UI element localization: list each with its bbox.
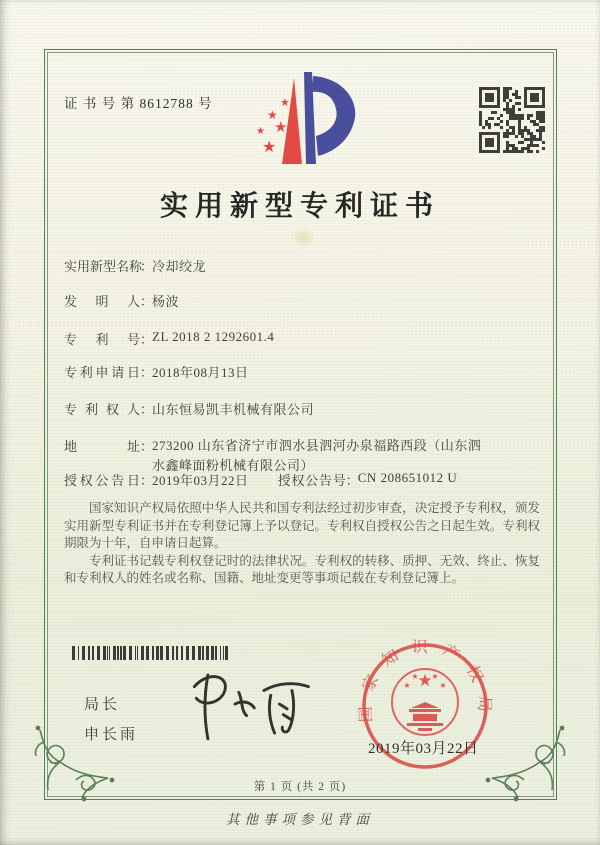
- field-label: 地址: [64, 439, 140, 454]
- seal-date: 2019年03月22日: [368, 741, 479, 757]
- cnipa-logo-icon: [236, 64, 366, 176]
- director-title: 局长: [84, 697, 121, 713]
- field-row-patent-no: 专利号：ZL 2018 2 1292601.4: [64, 329, 275, 347]
- barcode: [72, 646, 232, 660]
- certificate-title: 实用新型专利证书: [159, 191, 440, 222]
- field-row-inventor: 发明人：杨波: [64, 291, 179, 310]
- field-label: 授权公告号: [277, 473, 346, 488]
- legal-paragraph-1: 国家知识产权局依照中华人民共和国专利法经过初步审查，决定授予专利权，颁发实用新型专利证书并在专利登记簿上予以登记。专利权自授权公告之日起生效。专利权期限为十年，自申请日起算。: [64, 501, 540, 550]
- field-value: 杨波: [152, 294, 180, 309]
- qr-code: [479, 87, 545, 153]
- legal-paragraph-2: 专利证书记载专利权登记时的法律状况。专利权的转移、质押、无效、终止、恢复和专利权人的姓名或名称、国籍、地址变更等事项记载在专利登记簿上。: [64, 553, 540, 585]
- field-label: 实用新型名称: [64, 259, 143, 274]
- corner-ornament-left: [26, 702, 126, 802]
- field-label: 授权公告日: [64, 473, 140, 488]
- grant-no-pair: 授权公告号：CN 208651012 U: [277, 470, 458, 488]
- field-label: 专利申请日: [64, 365, 140, 380]
- seal-text: 国家知识产权局: [357, 639, 493, 726]
- legal-text: [64, 500, 540, 588]
- field-label: 专利权人: [64, 402, 140, 417]
- field-value: 2018年08月13日: [152, 365, 249, 380]
- field-row-filing-date: 专利申请日：2018年08月13日: [64, 362, 249, 381]
- grant-date-pair: 授权公告日：2019年03月22日: [64, 470, 249, 485]
- field-value: 山东恒易凯丰机械有限公司: [152, 402, 315, 417]
- field-value: ZL 2018 2 1292601.4: [152, 329, 275, 344]
- field-value: 2019年03月22日: [152, 473, 249, 488]
- svg-text:★: ★: [439, 681, 447, 690]
- field-value: 273200 山东省济宁市泗水县泗河办泉福路西段（山东泗水鑫峰面粉机械有限公司）: [152, 438, 482, 473]
- seal-big-star: ★: [417, 671, 433, 690]
- svg-text:★: ★: [431, 672, 439, 681]
- certificate-number: 证 书 号 第 8612788 号: [64, 96, 213, 111]
- footer-note: 其他事项参见背面: [226, 812, 374, 827]
- field-row-name: 实用新型名称：冷却绞龙: [64, 256, 206, 275]
- svg-text:★: ★: [403, 681, 411, 690]
- field-row-patentee: 专利权人：山东恒易凯丰机械有限公司: [64, 399, 314, 418]
- svg-text:★: ★: [411, 672, 419, 681]
- field-label: 专利号: [64, 332, 140, 347]
- field-label: 发明人: [64, 294, 140, 309]
- svg-text:★: ★: [262, 139, 277, 156]
- corner-ornament-right: [474, 702, 574, 802]
- director-name: 申长雨: [84, 727, 139, 743]
- field-row-grant: [64, 470, 457, 489]
- field-value: CN 208651012 U: [357, 470, 458, 485]
- svg-text:★: ★: [274, 120, 288, 136]
- paper-stain: [290, 228, 316, 248]
- director-signature: [175, 665, 320, 745]
- svg-text:★: ★: [280, 97, 290, 109]
- svg-text:★: ★: [256, 126, 265, 137]
- page-number: 第 1 页 (共 2 页): [253, 781, 347, 793]
- field-row-address: 地址：273200 山东省济宁市泗水县泗河办泉福路西段（山东泗水鑫峰面粉机械有限公司）: [64, 436, 492, 476]
- svg-text:★: ★: [267, 108, 278, 122]
- field-value: 冷却绞龙: [152, 259, 207, 274]
